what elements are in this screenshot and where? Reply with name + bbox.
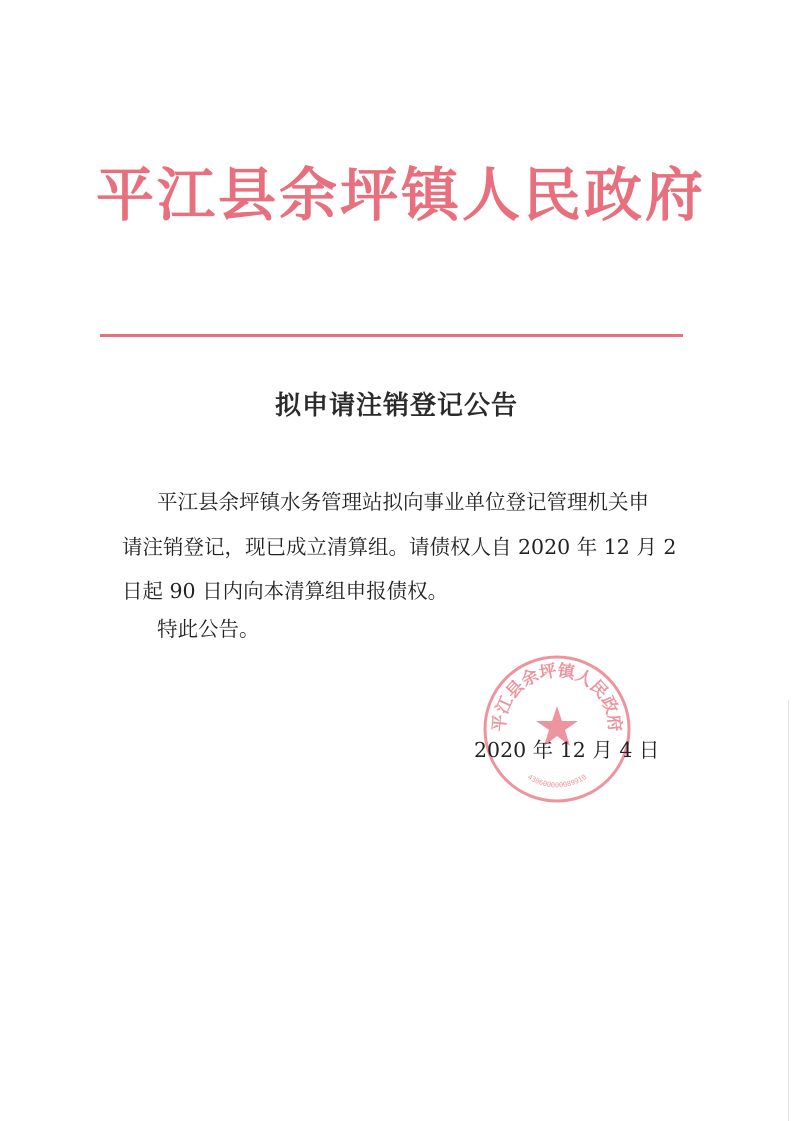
seal-number: 430600000089910 [526,773,588,790]
body-paragraph-1-line-2: 请注销登记，现已成立清算组。请债权人自 2020 年 12 月 2 [122,535,677,559]
letterhead-red-rule [100,334,683,337]
document-date: 2020 年 12 月 4 日 [474,738,660,762]
official-seal [482,654,632,804]
body-paragraph-2: 特此公告。 [157,617,260,641]
svg-text:430600000089910 [526,773,588,789]
scan-edge-line [788,700,789,1121]
document-title: 拟申请注销登记公告 [274,391,518,421]
letterhead-issuer: 平江县余坪镇人民政府 [96,161,707,229]
body-paragraph-1-line-1: 平江县余坪镇水务管理站拟向事业单位登记管理机关申 [157,490,649,514]
seal-arc-text: 平江县余坪镇人民政府 [489,661,625,733]
body-paragraph-1-line-3: 日起 90 日内向本清算组申报债权。 [122,579,449,603]
